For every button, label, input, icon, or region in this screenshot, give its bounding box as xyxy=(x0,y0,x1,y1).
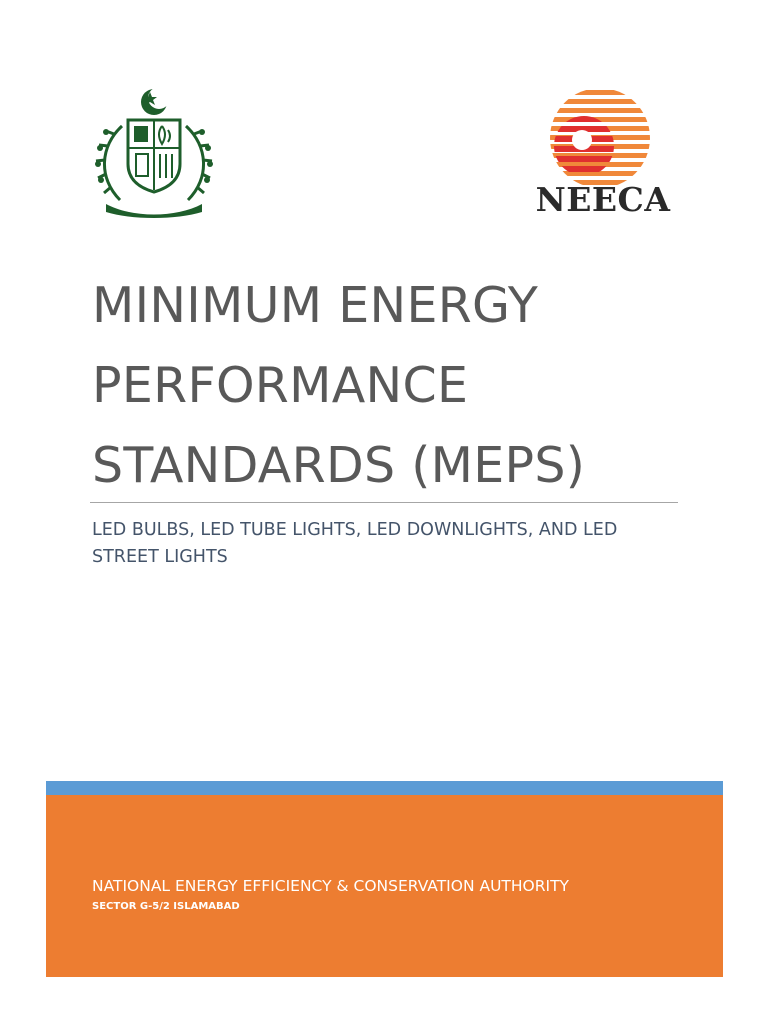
subtitle-line: STREET LIGHTS xyxy=(92,547,228,567)
organization-name: NATIONAL ENERGY EFFICIENCY & CONSERVATION AUTHORITY xyxy=(92,877,570,895)
title-line: STANDARDS (MEPS) xyxy=(92,437,586,494)
state-emblem-logo xyxy=(92,86,216,220)
footer-blue-stripe xyxy=(46,781,723,795)
title-line: MINIMUM ENERGY xyxy=(92,277,539,334)
neeca-sun-icon xyxy=(548,88,652,192)
document-subtitle xyxy=(92,517,672,571)
neeca-wordmark: NEECA xyxy=(535,180,671,219)
footer-band xyxy=(46,781,723,977)
subtitle-line: LED BULBS, LED TUBE LIGHTS, LED DOWNLIGHTS, AND LED xyxy=(92,520,618,540)
document-title xyxy=(92,266,712,506)
organization-address: SECTOR G-5/2 ISLAMABAD xyxy=(92,901,240,912)
footer-orange-block xyxy=(46,795,723,977)
title-line: PERFORMANCE xyxy=(92,357,469,414)
title-divider xyxy=(90,502,678,503)
neeca-logo xyxy=(528,88,678,222)
state-emblem-icon xyxy=(92,86,216,220)
